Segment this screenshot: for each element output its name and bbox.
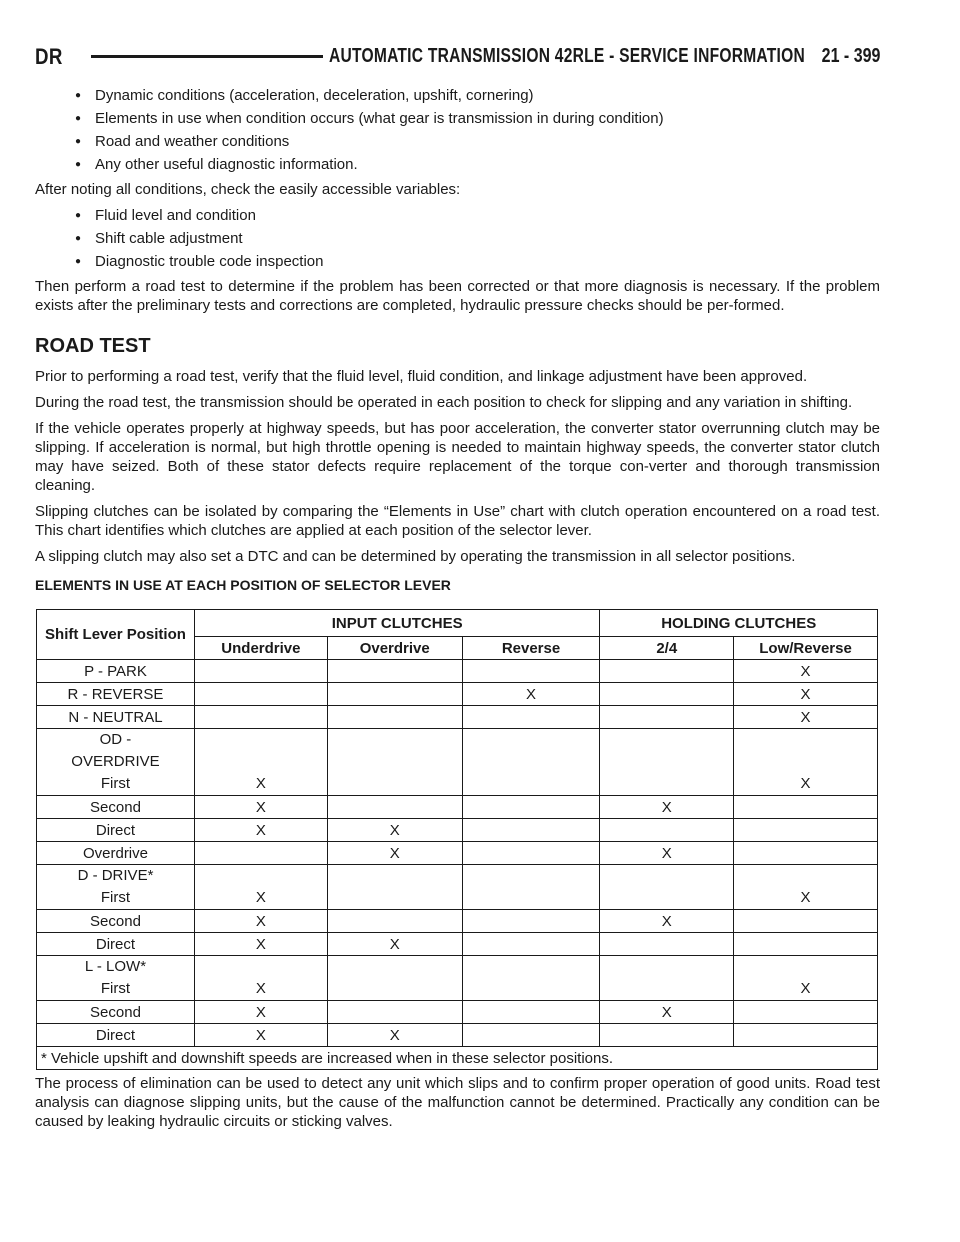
table-cell <box>462 933 600 956</box>
table-row <box>37 933 878 956</box>
table-cell <box>462 729 600 796</box>
row-label: Overdrive <box>37 842 195 865</box>
list-item: ● Elements in use when condition occurs (what gear is transmission in during condition) <box>75 109 880 128</box>
table-cell: X <box>734 956 878 1001</box>
table-cell <box>194 842 327 865</box>
row-group-label: OD - OVERDRIVE <box>71 731 160 770</box>
header-title: AUTOMATIC TRANSMISSION 42RLE - SERVICE INFORMATION <box>329 45 805 67</box>
table-cell <box>734 796 878 819</box>
table-cell <box>327 683 462 706</box>
table-cell <box>327 729 462 796</box>
row-label: N - NEUTRAL <box>37 706 195 729</box>
table-body <box>37 660 878 1047</box>
table-cell: X <box>194 933 327 956</box>
table-cell: X <box>734 706 878 729</box>
row-label: Second <box>37 910 195 933</box>
table-cell <box>734 933 878 956</box>
table-cell <box>600 933 734 956</box>
table-cell: X <box>194 796 327 819</box>
row-sub-label: First <box>100 775 131 792</box>
table-cell: X <box>194 729 327 796</box>
table-cell: X <box>194 1024 327 1047</box>
table-cell <box>600 683 734 706</box>
list-item: ● Fluid level and condition <box>75 206 880 225</box>
paragraph: During the road test, the transmission should be operated in each position to check for slipping and any variation in shifting. <box>35 394 853 411</box>
table-cell: X <box>327 819 462 842</box>
table-cell: X <box>327 933 462 956</box>
conditions-list <box>35 86 880 174</box>
table-cell: X <box>600 796 734 819</box>
paragraph: If the vehicle operates properly at highway speeds, but has poor acceleration, the converter stator overrunning clutch may be slipping. If acceleration is normal, but high throttle opening is needed to maintain highway speeds, the converter stator clutch may have seized. Both of these stator defects require replacement of the torque con-verter and thorough transmission cleaning. <box>35 420 880 494</box>
table-cell <box>600 706 734 729</box>
paragraph: Slipping clutches can be isolated by comparing the “Elements in Use” chart with clutch operation encountered on a road test. This chart identifies which clutches are applied at each position of the selector lever. <box>35 503 880 539</box>
table-cell: X <box>734 660 878 683</box>
table-row <box>37 910 878 933</box>
table-cell <box>327 956 462 1001</box>
table-cell <box>327 865 462 910</box>
paragraph: After noting all conditions, check the easily accessible variables: <box>35 181 461 198</box>
row-label: P - PARK <box>37 660 195 683</box>
table-cell <box>600 729 734 796</box>
table-row <box>37 842 878 865</box>
table-cell: X <box>327 1024 462 1047</box>
row-label: Direct <box>37 819 195 842</box>
table-cell: X <box>194 865 327 910</box>
paragraph: The process of elimination can be used to detect any unit which slips and to confirm proper operation of good units. Road test analysis can diagnose slipping units, but the cause of the malfunction cannot be determined. Practically any condition can be caused by leaking hydraulic circuits or sticking valves. <box>35 1075 880 1130</box>
table-cell: X <box>194 956 327 1001</box>
elements-in-use-table <box>36 609 878 1070</box>
row-label: Direct <box>37 933 195 956</box>
table-cell <box>734 842 878 865</box>
row-label: Second <box>37 796 195 819</box>
table-cell <box>734 910 878 933</box>
table-cell <box>734 1001 878 1024</box>
row-label <box>37 956 195 1001</box>
table-row <box>37 706 878 729</box>
header-section-code: DR <box>35 44 63 69</box>
row-sub-label: First <box>100 889 131 906</box>
page-content <box>35 86 880 1138</box>
table-cell <box>600 660 734 683</box>
table-footnote: * Vehicle upshift and downshift speeds are increased when in these selector positions. <box>37 1047 878 1070</box>
list-item: ● Any other useful diagnostic information. <box>75 155 880 174</box>
column-header: Underdrive <box>194 637 327 660</box>
corner-header: Shift Lever Position <box>37 610 195 660</box>
table-cell <box>462 660 600 683</box>
table-row <box>37 683 878 706</box>
paragraph: Prior to performing a road test, verify that the fluid level, fluid condition, and linkage adjustment have been approved. <box>35 368 808 385</box>
table-cell <box>194 660 327 683</box>
table-cell <box>462 796 600 819</box>
table-cell <box>462 1024 600 1047</box>
table-header-row <box>37 610 878 637</box>
row-label: Second <box>37 1001 195 1024</box>
table-cell <box>734 819 878 842</box>
table-cell <box>462 819 600 842</box>
table-cell <box>462 956 600 1001</box>
table-cell: X <box>600 910 734 933</box>
table-cell <box>194 683 327 706</box>
table-cell <box>462 865 600 910</box>
row-group-label: D - DRIVE* <box>77 867 154 884</box>
table-cell: X <box>327 842 462 865</box>
table-cell <box>327 706 462 729</box>
table-cell <box>600 865 734 910</box>
row-label: R - REVERSE <box>37 683 195 706</box>
table-cell <box>327 1001 462 1024</box>
row-sub-label: First <box>100 980 131 997</box>
table-cell <box>600 956 734 1001</box>
table-cell <box>462 1001 600 1024</box>
table-cell: X <box>600 842 734 865</box>
table-row <box>37 796 878 819</box>
list-item: ● Diagnostic trouble code inspection <box>75 252 880 271</box>
column-header: Low/Reverse <box>734 637 878 660</box>
table-cell <box>734 1024 878 1047</box>
list-item: ● Dynamic conditions (acceleration, deceleration, upshift, cornering) <box>75 86 880 105</box>
table-cell <box>600 819 734 842</box>
table-row <box>37 819 878 842</box>
table-cell: X <box>600 1001 734 1024</box>
table-row <box>37 1001 878 1024</box>
table-row <box>37 956 878 1001</box>
table-cell <box>462 910 600 933</box>
table-footnote-row <box>37 1047 878 1070</box>
paragraph: A slipping clutch may also set a DTC and can be determined by operating the transmission in all selector positions. <box>35 548 796 565</box>
table-cell: X <box>194 1001 327 1024</box>
holding-clutches-header: HOLDING CLUTCHES <box>600 610 878 637</box>
list-item: ● Road and weather conditions <box>75 132 880 151</box>
table-cell <box>327 796 462 819</box>
table-row <box>37 660 878 683</box>
list-item: ● Shift cable adjustment <box>75 229 880 248</box>
column-header: Reverse <box>462 637 600 660</box>
table-row <box>37 729 878 796</box>
table-cell: X <box>734 683 878 706</box>
row-label: Direct <box>37 1024 195 1047</box>
paragraph: Then perform a road test to determine if the problem has been corrected or that more diagnosis is necessary. If the problem exists after the preliminary tests and corrections are completed, hydraulic pressure checks should be per-formed. <box>35 278 880 314</box>
table-row <box>37 865 878 910</box>
row-label <box>37 729 195 796</box>
table-cell <box>327 660 462 683</box>
variables-list <box>35 206 880 271</box>
row-group-label: L - LOW* <box>84 958 147 975</box>
header-page-number: 21 - 399 <box>821 45 880 67</box>
section-heading: ROAD TEST <box>35 335 151 357</box>
table-cell: X <box>734 865 878 910</box>
table-row <box>37 1024 878 1047</box>
column-header: 2/4 <box>600 637 734 660</box>
column-header: Overdrive <box>327 637 462 660</box>
table-cell: X <box>194 910 327 933</box>
table-cell: X <box>734 729 878 796</box>
table-cell <box>194 706 327 729</box>
table-cell <box>462 706 600 729</box>
table-cell: X <box>462 683 600 706</box>
table-cell <box>327 910 462 933</box>
table-cell <box>600 1024 734 1047</box>
input-clutches-header: INPUT CLUTCHES <box>194 610 599 637</box>
table-cell <box>462 842 600 865</box>
row-label <box>37 865 195 910</box>
page-header <box>35 44 880 74</box>
table-title: ELEMENTS IN USE AT EACH POSITION OF SELECTOR LEVER <box>35 577 451 593</box>
table-cell: X <box>194 819 327 842</box>
header-rule <box>91 55 323 58</box>
